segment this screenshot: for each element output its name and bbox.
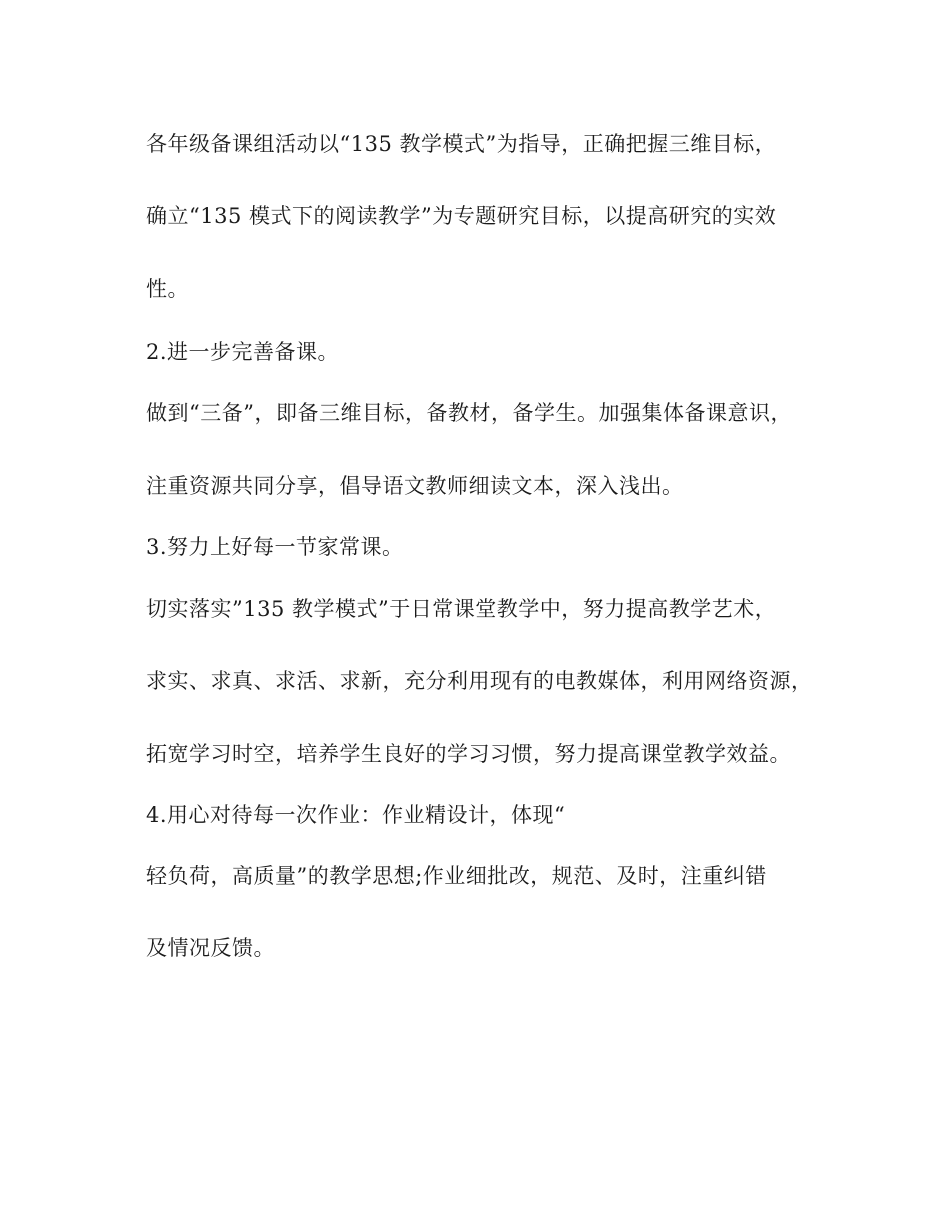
section-heading: 4.用心对待每一次作业：作业精设计，体现“ <box>146 803 566 827</box>
paragraph-line: 做到“三备”，即备三维目标，备教材，备学生。加强集体备课意识， <box>146 401 792 425</box>
paragraph-line: 求实、求真、求活、求新，充分利用现有的电教媒体，利用网络资源， <box>146 669 813 693</box>
paragraph-line: 轻负荷，高质量”的教学思想;作业细批改，规范、及时，注重纠错 <box>146 864 767 888</box>
paragraph-line: 注重资源共同分享，倡导语文教师细读文本，深入浅出。 <box>146 474 684 498</box>
paragraph-line: 及情况反馈。 <box>146 936 275 960</box>
paragraph-line: 确立“135 模式下的阅读教学”为专题研究目标，以提高研究的实效 <box>146 204 777 228</box>
paragraph-line: 性。 <box>146 277 189 301</box>
paragraph-line: 拓宽学习时空，培养学生良好的学习习惯，努力提高课堂教学效益。 <box>146 742 791 766</box>
paragraph-line: 切实落实”135 教学模式”于日常课堂教学中，努力提高教学艺术， <box>146 597 777 621</box>
section-heading: 3.努力上好每一节家常课。 <box>146 535 404 559</box>
section-heading: 2.进一步完善备课。 <box>146 340 340 364</box>
paragraph-line: 各年级备课组活动以“135 教学模式”为指导，正确把握三维目标， <box>146 132 777 156</box>
